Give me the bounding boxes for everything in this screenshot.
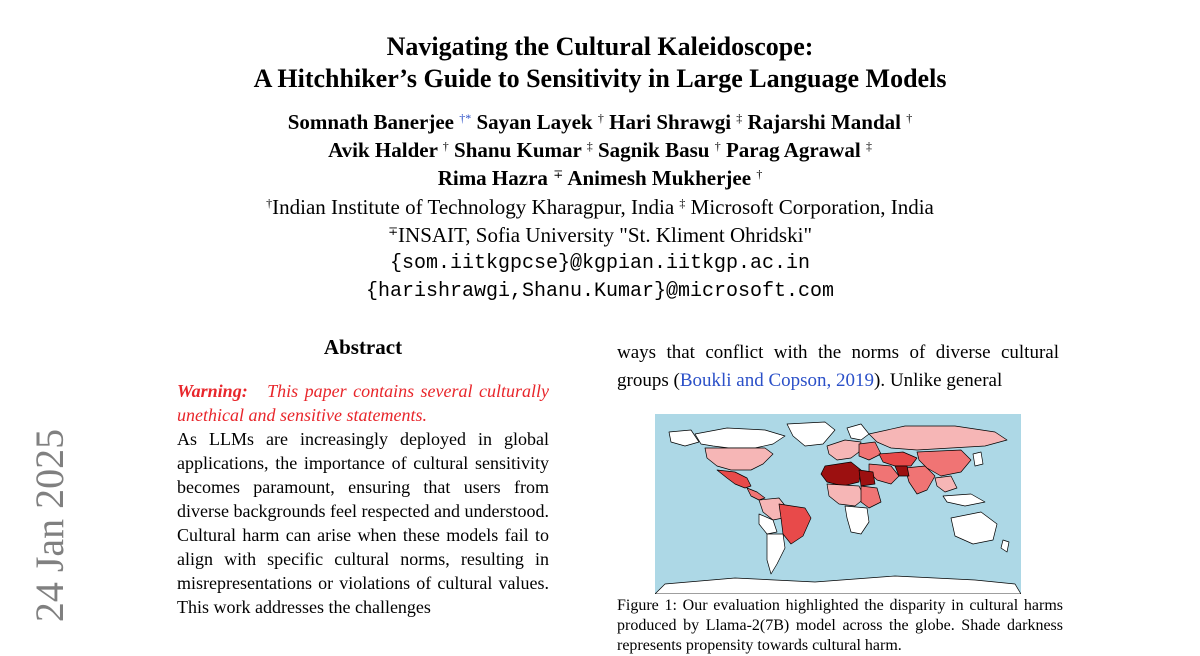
citation-link[interactable]: Boukli and Copson, 2019 [679, 370, 875, 391]
affiliation-mark[interactable]: †* [459, 111, 472, 125]
author-line-2 [0, 136, 1200, 164]
warning-label: Warning: [177, 381, 248, 401]
author-name: Somnath Banerjee [287, 110, 454, 134]
intro-text-segment: ). Unlike general [874, 370, 1003, 391]
paper-title-line-2: A Hitchhiker’s Guide to Sensitivity in Large Language Models [253, 64, 947, 93]
intro-text [617, 339, 1059, 395]
figure-caption: Figure 1: Our evaluation highlighted the disparity in cultural harms produced by Llama-2(7B) model across the globe. Shade darkness represents propensity towards cultural harm. [617, 597, 1063, 654]
world-harm-map [655, 414, 1021, 594]
author-name: Animesh Mukherjee [567, 166, 752, 190]
affiliation-mark: ‡ [679, 196, 686, 210]
affiliation-mark: ‡ [865, 139, 872, 153]
author-line-3 [0, 164, 1200, 192]
country-japan [973, 452, 983, 466]
author-name: Rima Hazra [437, 166, 548, 190]
affiliation-mark: ∓ [387, 224, 399, 238]
country-egypt-sudan [859, 470, 875, 486]
email-line-2: {harishrawgi,Shanu.Kumar}@microsoft.com [365, 280, 835, 303]
author-name: Sagnik Basu [597, 138, 710, 162]
affiliation-iit: Indian Institute of Technology Kharagpur, India [272, 195, 675, 219]
affiliation-line-1 [0, 193, 1200, 221]
intro-text-segment: groups ( [617, 370, 680, 391]
author-line-1 [0, 108, 1200, 136]
paper-title-line-1: Navigating the Cultural Kaleidoscope: [386, 32, 814, 61]
author-name: Hari Shrawgi [609, 110, 732, 134]
abstract-heading: Abstract [323, 335, 403, 359]
author-name: Rajarshi Mandal [747, 110, 901, 134]
intro-line-2 [617, 367, 1059, 395]
affiliation-mark: ∓ [553, 167, 564, 181]
author-name: Parag Agrawal [725, 138, 861, 162]
arxiv-date-text: 24 Jan 2025 [27, 428, 73, 622]
affiliation-mark: † [266, 196, 273, 210]
affiliation-mark: † [906, 111, 913, 125]
abstract-column [177, 335, 549, 619]
content-warning [177, 379, 549, 427]
arxiv-date-stamp [0, 420, 100, 630]
affiliation-insait: INSAIT, Sofia University "St. Kliment Ohridski" [398, 223, 813, 247]
email-line-1: {som.iitkgpcse}@kgpian.iitkgp.ac.in [389, 252, 811, 275]
affiliation-mark: † [597, 111, 604, 125]
author-name: Shanu Kumar [454, 138, 582, 162]
affiliation-mark: † [442, 139, 449, 153]
affiliation-mark: † [714, 139, 721, 153]
intro-line-1: ways that conflict with the norms of diverse cultural [617, 342, 1059, 363]
author-name: Sayan Layek [476, 110, 593, 134]
author-name: Avik Halder [328, 138, 438, 162]
affiliation-mark: ‡ [736, 111, 743, 125]
affiliation-mark: ‡ [586, 139, 593, 153]
abstract-body: As LLMs are increasingly deployed in global applications, the importance of cultural sensitivity becomes paramount, ensuring that users from diverse backgrounds feel respected and understood. Cultural harm can arise when these models fail to align with specific cultural norms, resulting in misrepresentations or violations of cultural values. This work addresses the challenges [177, 429, 549, 617]
affiliation-mark: † [756, 167, 763, 181]
warning-text: This paper contains several culturally unethical and sensitive statements. [177, 381, 549, 425]
affiliation-microsoft: Microsoft Corporation, India [690, 195, 934, 219]
affiliation-line-2 [0, 221, 1200, 249]
